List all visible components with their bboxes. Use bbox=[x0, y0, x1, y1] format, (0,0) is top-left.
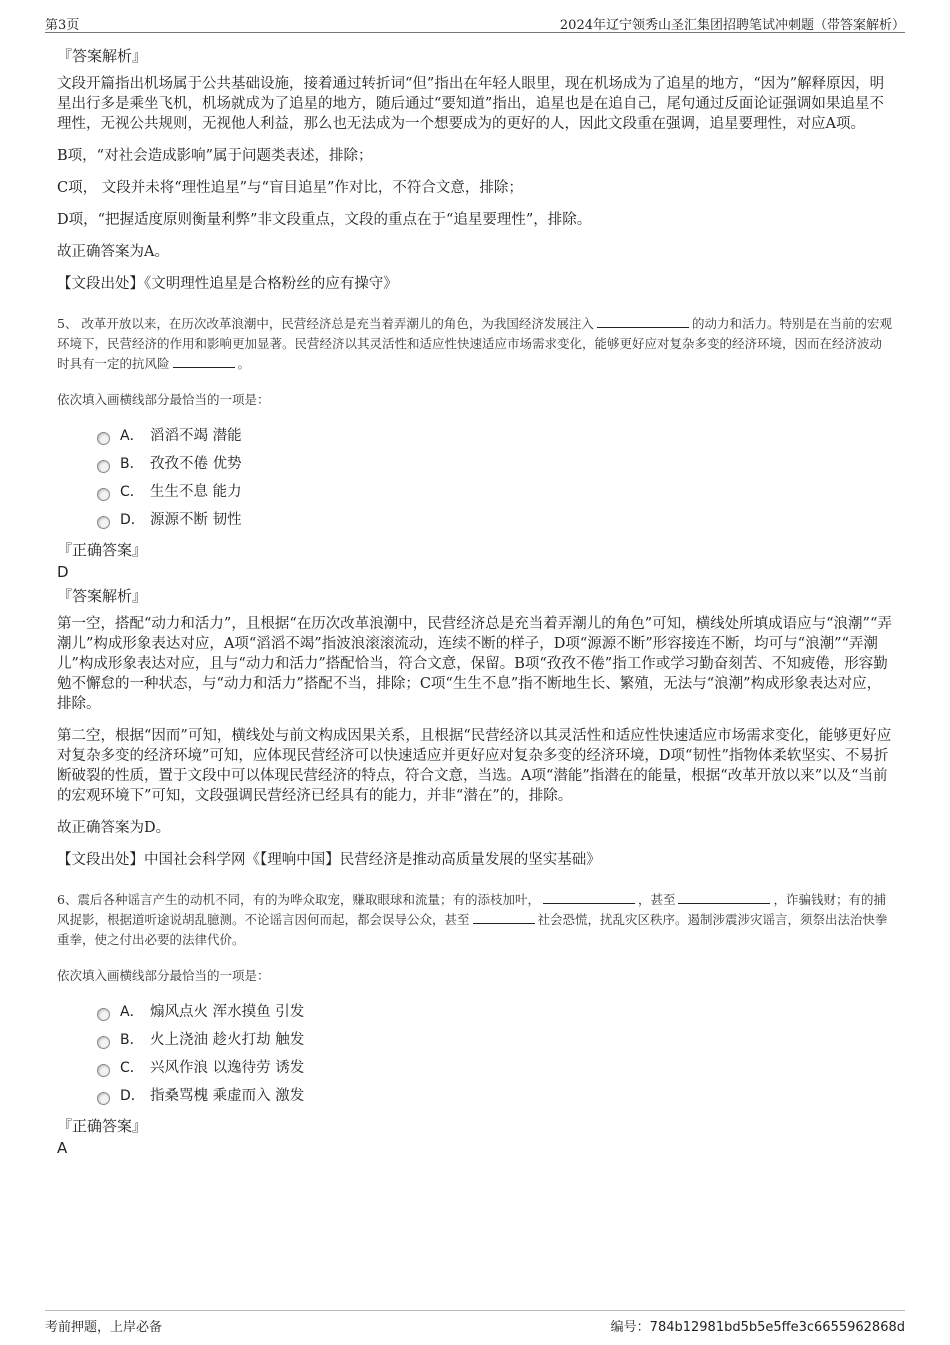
option-a[interactable]: A． 煽风点火 浑水摸鱼 引发 bbox=[97, 998, 892, 1026]
fill-blank bbox=[543, 902, 635, 904]
analysis-paragraph: 第二空，根据“因而”可知，横线处与前文构成因果关系，且根据“民营经济以其灵活性和适应性快速适应市场需求变化，能够更好应对复杂多变的经济环境”可知，应体现民营经济可以快速适应并更好应对复杂多变的经济环境，D项“韧性”指物体柔软坚实、不易折断破裂的性质，置于文段中可以体现民营经济的特点，符合文意，当选。A项“潜能”指潜在的能量，根据“改革开放以来”以及“当前的宏观环境下”可知，文段强调民营经济已经具有的能力，并非“潜在”的，排除。 bbox=[57, 728, 892, 804]
conclusion: 故正确答案为D。 bbox=[57, 820, 171, 836]
radio-icon[interactable] bbox=[97, 1008, 110, 1021]
radio-icon[interactable] bbox=[97, 516, 110, 529]
option-d[interactable]: D． 指桑骂槐 乘虚而入 激发 bbox=[97, 1082, 892, 1110]
analysis-option-b: B项，“对社会造成影响”属于问题类表述，排除； bbox=[57, 148, 373, 164]
document-code: 编号：784b12981bd5b5e5ffe3c6655962868d bbox=[610, 1320, 905, 1335]
conclusion: 故正确答案为A。 bbox=[57, 244, 169, 260]
correct-answer: D bbox=[57, 563, 69, 581]
option-a[interactable]: A． 滔滔不竭 潜能 bbox=[97, 422, 892, 450]
question-6-stem: 6、震后各种谣言产生的动机不同，有的为哗众取宠，赚取眼球和流量；有的添枝加叶， ，甚至 ，诈骗钱财；有的捕风捉影，根据道听途说胡乱臆测。不论谣言因何而起，都会误导公众，甚至 社会恐慌，扰乱灾区秩序。遏制涉震涉灾谣言，须祭出法治快拳重拳，使之付出必要的法律代价。 bbox=[57, 892, 888, 947]
analysis-label: 『答案解析』 bbox=[57, 587, 148, 605]
question-5-prompt: 依次填入画横线部分最恰当的一项是： bbox=[57, 392, 270, 407]
radio-icon[interactable] bbox=[97, 460, 110, 473]
document-body bbox=[57, 42, 892, 1158]
fill-blank bbox=[473, 922, 535, 924]
radio-icon[interactable] bbox=[97, 1064, 110, 1077]
radio-icon[interactable] bbox=[97, 1036, 110, 1049]
option-b[interactable]: B． 孜孜不倦 优势 bbox=[97, 450, 892, 478]
option-c[interactable]: C． 兴风作浪 以逸待劳 诱发 bbox=[97, 1054, 892, 1082]
document-title: 2024年辽宁领秀山圣汇集团招聘笔试冲刺题（带答案解析） bbox=[559, 18, 905, 33]
question-6-prompt: 依次填入画横线部分最恰当的一项是： bbox=[57, 968, 270, 983]
radio-icon[interactable] bbox=[97, 488, 110, 501]
analysis-label: 『答案解析』 bbox=[57, 47, 148, 65]
question-5-options bbox=[97, 422, 892, 534]
radio-icon[interactable] bbox=[97, 1092, 110, 1105]
correct-answer-label: 『正确答案』 bbox=[57, 541, 148, 559]
correct-answer: A bbox=[57, 1139, 68, 1157]
option-d[interactable]: D． 源源不断 韧性 bbox=[97, 506, 892, 534]
fill-blank bbox=[597, 326, 689, 328]
page-footer bbox=[45, 1310, 905, 1335]
option-b[interactable]: B． 火上浇油 趁火打劫 触发 bbox=[97, 1026, 892, 1054]
option-c[interactable]: C． 生生不息 能力 bbox=[97, 478, 892, 506]
source-citation: 【文段出处】中国社会科学网《【理响中国】民营经济是推动高质量发展的坚实基础》 bbox=[57, 852, 601, 868]
footer-slogan: 考前押题，上岸必备 bbox=[45, 1320, 163, 1335]
analysis-option-d: D项，“把握适度原则衡量利弊”非文段重点，文段的重点在于“追星要理性”，排除。 bbox=[57, 212, 592, 228]
analysis-paragraph: 第一空，搭配“动力和活力”，且根据“在历次改革浪潮中，民营经济总是充当着弄潮儿的角色”可知，横线处所填成语应与“浪潮”“弄潮儿”构成形象表达对应，A项“滔滔不竭”指波浪滚滚流动，连续不断的样子，D项“源源不断”形容接连不断，均可与“浪潮”“弄潮儿”构成形象表达对应，且与“动力和活力”搭配恰当，符合文意，保留。B项“孜孜不倦”指工作或学习勤奋刻苦、不知疲倦，形容勤勉不懈怠的一种状态，与“动力和活力”搭配不当，排除；C项“生生不息”指不断地生长、繁殖，无法与“浪潮”构成形象表达对应，排除。 bbox=[57, 616, 892, 712]
analysis-option-c: C项， 文段并未将“理性追星”与“盲目追星”作对比，不符合文意，排除； bbox=[57, 180, 523, 196]
question-6-options bbox=[97, 998, 892, 1110]
radio-icon[interactable] bbox=[97, 432, 110, 445]
analysis-paragraph: 文段开篇指出机场属于公共基础设施，接着通过转折词“但”指出在年轻人眼里，现在机场成为了追星的地方，“因为”解释原因，明星出行多是乘坐飞机，机场就成为了追星的地方，随后通过“要知道”指出，追星也是在追自己，尾句通过反面论证强调如果追星不理性，无视公共规则，无视他人利益，那么也无法成为一个想要成为的更好的人，因此文段重在强调，追星要理性，对应A项。 bbox=[57, 76, 885, 132]
source-citation: 【文段出处】《文明理性追星是合格粉丝的应有操守》 bbox=[57, 276, 398, 292]
fill-blank bbox=[173, 366, 235, 368]
page-header bbox=[45, 12, 905, 33]
fill-blank bbox=[678, 902, 770, 904]
page-number: 第3页 bbox=[45, 18, 80, 33]
correct-answer-label: 『正确答案』 bbox=[57, 1117, 148, 1135]
question-5-stem: 5、 改革开放以来，在历次改革浪潮中，民营经济总是充当着弄潮儿的角色，为我国经济发展注入 的动力和活力。特别是在当前的宏观环境下，民营经济的作用和影响更加显著。民营经济以其灵活性和适应性快速适应市场需求变化，能够更好应对复杂多变的经济环境，因而在经济波动时具有一定的抗风险 。 bbox=[57, 316, 892, 371]
